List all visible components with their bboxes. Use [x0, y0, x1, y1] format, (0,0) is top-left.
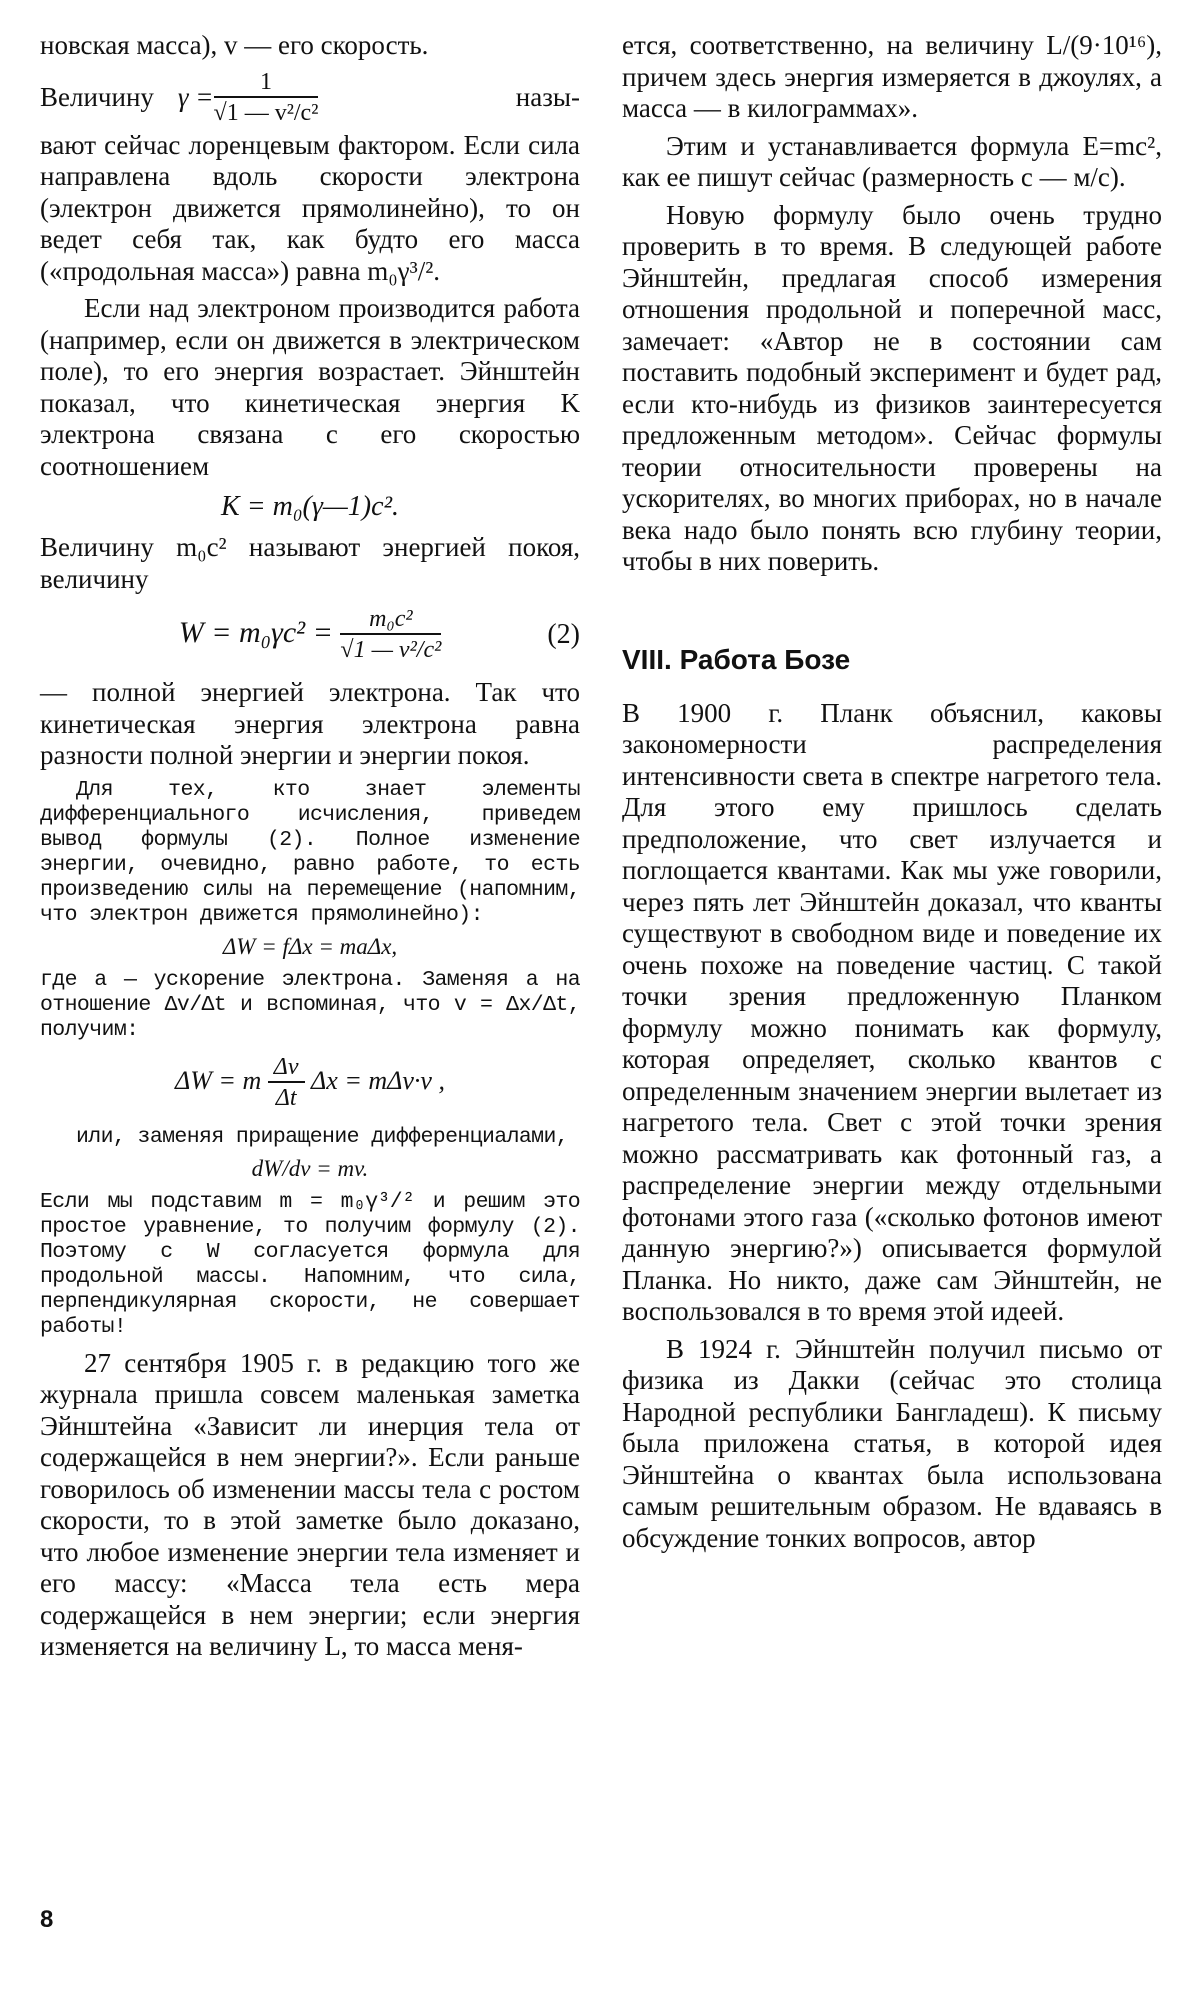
gamma-lead: Величину	[40, 81, 154, 112]
equation-dwdv: dW/dv = mv.	[251, 1155, 369, 1181]
equation-w-numerator: m₀c²	[340, 605, 441, 635]
gamma-denominator: √1 — v²/c²	[213, 99, 319, 126]
small-paragraph: Для тех, кто знает элементы дифференциального исчисления, приведем вывод формулы (2). Полное изменение энергии, очевидно, равно работе, то есть произведению силы на перемещение (напомним, что электрон движется прямолинейно):	[40, 777, 580, 927]
gamma-definition	[40, 68, 580, 128]
equation-dw2-denominator: Δt	[275, 1084, 297, 1111]
equation-dw2	[40, 1053, 580, 1113]
paragraph: — полной энергией электрона. Так что кинетическая энергия электрона равна разности полной энергии и энергии покоя.	[40, 677, 580, 770]
equation-w-fraction	[340, 605, 441, 665]
equation-dw2-right: Δx = mΔv·v ,	[311, 1065, 445, 1095]
paragraph: В 1900 г. Планк объяснил, каковы закономерности распределения интенсивности света в спектре нагретого тела. Для этого ему пришлось сделать предположение, что свет излучается и поглощается квантами. Как мы уже говорили, через пять лет Эйнштейн доказал, что кванты существуют в свободном виде и поведение их очень похоже на поведение частиц. С такой точки зрения предложенную Планком формулу можно понимать как формулу, которая определяет, сколько квантов с определенным значением энергии вылетает из нагретого тела. Свет с этой точки зрения можно рассматривать как фотонный газ, а распределение энергии между отдельными фотонами этого газа («сколько фотонов имеют данную энергию?») описывается формулой Планка. Но никто, даже сам Эйнштейн, не воспользовался в то время этой идеей.	[622, 697, 1162, 1326]
paragraph: Если над электроном производится работа (например, если он движется в электрическом поле), то его энергия возрастает. Эйнштейн показал, что кинетическая энергия K электрона связана с его скоростью соотношением	[40, 293, 580, 481]
page-number: 8	[40, 1906, 54, 1933]
paragraph: Новую формулу было очень трудно проверить в то время. В следующей работе Эйнштейн, предлагая способ измерения отношения продольной и поперечной масс, замечает: «Автор не в состоянии сам поставить подобный эксперимент и будет рад, если кто-нибудь из физиков заинтересуется предложенным методом». Сейчас формулы теории относительности проверены на ускорителях, во многих приборах, но в начале века надо было понять всю глубину теории, чтобы в них поверить.	[622, 199, 1162, 576]
paragraph: ется, соответственно, на величину L/(9·10¹⁶), причем здесь энергия измеряется в джоулях, а масса — в килограммах».	[622, 30, 1162, 123]
paragraph: новская масса), v — его скорость.	[40, 30, 429, 60]
equation-dw2-fraction	[268, 1053, 305, 1113]
gamma-tail: назы-	[515, 81, 580, 112]
small-paragraph: или, заменяя приращение дифференциалами,	[76, 1124, 569, 1149]
left-column	[40, 30, 580, 1669]
small-paragraph: где a — ускорение электрона. Заменяя a на отношение Δv/Δt и вспоминая, что v = Δx/Δt, получим:	[40, 967, 580, 1042]
section-heading: VIII. Работа Бозе	[622, 643, 851, 675]
equation-w-denominator: √1 — v²/c²	[340, 637, 442, 663]
equation-dw2-left: ΔW = m	[175, 1065, 262, 1095]
equation-dw: ΔW = fΔx = maΔx,	[222, 933, 398, 959]
paragraph: вают сейчас лоренцевым фактором. Если сила направлена вдоль скорости электрона (электрон движется прямолинейно), то он ведет себя так, как будто его масса («продольная масса») равна m₀γ³/².	[40, 129, 580, 286]
right-column	[622, 30, 1162, 1560]
paragraph: В 1924 г. Эйнштейн получил письмо от физика из Дакки (сейчас это столица Народной республики Бангладеш). К письму была приложена статья, в которой идея Эйнштейна о квантах была использована самым решительным образом. Не вдаваясь в обсуждение тонких вопросов, автор	[622, 1333, 1162, 1553]
equation-w	[40, 605, 580, 665]
small-paragraph: Если мы подставим m = m₀γ³/² и решим это простое уравнение, то получим формулу (2). Поэтому с W согласуется формула для продольной массы. Напомним, что сила, перпендикулярная скорости, не совершает работы!	[40, 1189, 580, 1339]
equation-w-left: W = m₀γc² =	[178, 615, 333, 649]
paragraph: Этим и устанавливается формула E=mc², как ее пишут сейчас (размерность c — м/с).	[622, 130, 1162, 192]
equation-dw2-numerator: Δv	[268, 1053, 305, 1083]
paragraph: 27 сентября 1905 г. в редакцию того же журнала пришла совсем маленькая заметка Эйнштейна «Зависит ли инерция тела от содержащейся в нем энергии?». Если раньше говорилось об изменении массы тела с ростом скорости, то в этой заметке было доказано, что любое изменение энергии тела изменяет и его массу: «Масса тела есть мера содержащейся в нем энергии; если энергия изменяется на величину L, то масса меня-	[40, 1347, 580, 1661]
gamma-fraction	[214, 68, 319, 128]
paragraph: Величину m₀c² называют энергией покоя, величину	[40, 532, 580, 594]
gamma-symbol: γ =	[177, 81, 214, 112]
equation-number: (2)	[547, 619, 580, 650]
equation-k: K = m₀(γ—1)c².	[221, 491, 399, 522]
gamma-numerator: 1	[214, 68, 319, 98]
